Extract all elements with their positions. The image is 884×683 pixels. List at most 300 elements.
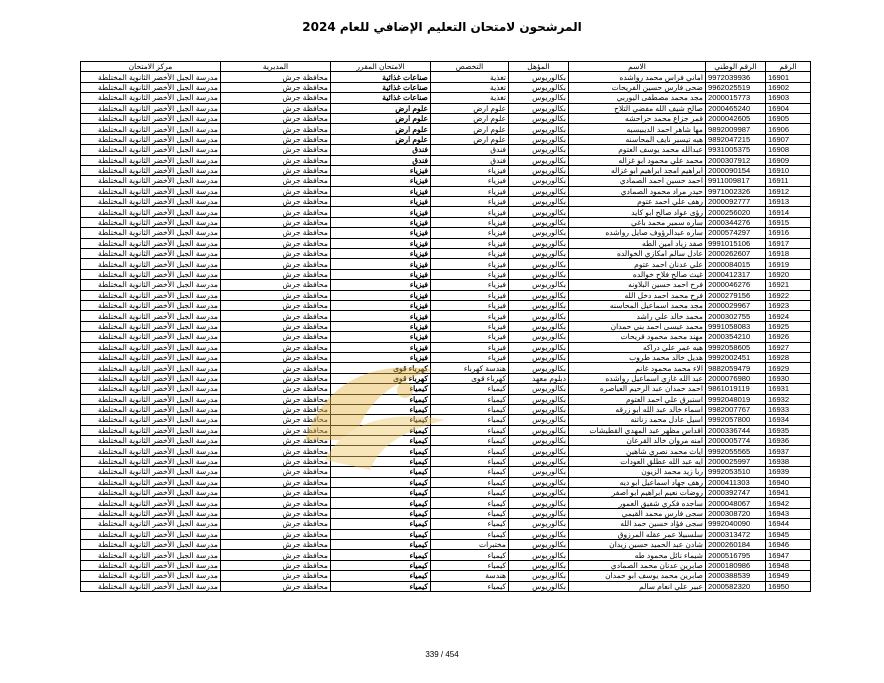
table-row bbox=[81, 467, 811, 477]
national-id-cell: 9882059479 bbox=[706, 363, 766, 373]
national-id-cell: 2000465240 bbox=[706, 103, 766, 113]
exam-center-cell: مدرسة الجبل الأخضر الثانوية المختلطة bbox=[81, 259, 221, 269]
national-id-cell: 2000084015 bbox=[706, 259, 766, 269]
name-cell: اسيل عادل محمد زناتنه bbox=[569, 415, 706, 425]
exam-center-cell: مدرسة الجبل الأخضر الثانوية المختلطة bbox=[81, 186, 221, 196]
name-cell: رهف جهاد اسماعيل ابو ديه bbox=[569, 477, 706, 487]
directorate-cell: محافظة جرش bbox=[221, 415, 331, 425]
qualification-cell: بكالوريوس bbox=[509, 446, 569, 456]
serial-cell: 16946 bbox=[766, 539, 811, 549]
serial-cell: 16936 bbox=[766, 436, 811, 446]
header-exam: الامتحان المقرر bbox=[331, 62, 431, 72]
major-cell: كيمياء bbox=[431, 425, 509, 435]
major-cell: هندسة كهرباء bbox=[431, 363, 509, 373]
major-cell: فيزياء bbox=[431, 197, 509, 207]
major-cell: كيمياء bbox=[431, 467, 509, 477]
serial-cell: 16924 bbox=[766, 311, 811, 321]
table-row bbox=[81, 373, 811, 383]
serial-cell: 16918 bbox=[766, 249, 811, 259]
name-cell: سلسبيلا عمر عقله المرزوق bbox=[569, 529, 706, 539]
exam-cell: علوم ارض bbox=[331, 113, 431, 123]
header-serial: الرقم bbox=[766, 62, 811, 72]
table-row bbox=[81, 269, 811, 279]
serial-cell: 16912 bbox=[766, 186, 811, 196]
serial-cell: 16949 bbox=[766, 571, 811, 581]
exam-cell: فيزياء bbox=[331, 259, 431, 269]
name-cell: محمد علي محمود ابو غزاله bbox=[569, 155, 706, 165]
table-row bbox=[81, 571, 811, 581]
table-row bbox=[81, 539, 811, 549]
exam-center-cell: مدرسة الجبل الأخضر الثانوية المختلطة bbox=[81, 238, 221, 248]
major-cell: كيمياء bbox=[431, 456, 509, 466]
major-cell: كيمياء bbox=[431, 550, 509, 560]
exam-center-cell: مدرسة الجبل الأخضر الثانوية المختلطة bbox=[81, 155, 221, 165]
major-cell: كيمياء bbox=[431, 508, 509, 518]
table-row bbox=[81, 550, 811, 560]
exam-center-cell: مدرسة الجبل الأخضر الثانوية المختلطة bbox=[81, 415, 221, 425]
directorate-cell: محافظة جرش bbox=[221, 321, 331, 331]
major-cell: كيمياء bbox=[431, 415, 509, 425]
directorate-cell: محافظة جرش bbox=[221, 165, 331, 175]
directorate-cell: محافظة جرش bbox=[221, 352, 331, 362]
name-cell: شادن عبد الحميد حسين زيدان bbox=[569, 539, 706, 549]
exam-center-cell: مدرسة الجبل الأخضر الثانوية المختلطة bbox=[81, 446, 221, 456]
serial-cell: 16909 bbox=[766, 155, 811, 165]
qualification-cell: بكالوريوس bbox=[509, 124, 569, 134]
exam-cell: فيزياء bbox=[331, 249, 431, 259]
major-cell: فندق bbox=[431, 155, 509, 165]
qualification-cell: بكالوريوس bbox=[509, 311, 569, 321]
name-cell: ساره سمير محمد باغي bbox=[569, 217, 706, 227]
qualification-cell: بكالوريوس bbox=[509, 176, 569, 186]
exam-center-cell: مدرسة الجبل الأخضر الثانوية المختلطة bbox=[81, 352, 221, 362]
directorate-cell: محافظة جرش bbox=[221, 581, 331, 591]
major-cell: فيزياء bbox=[431, 259, 509, 269]
serial-cell: 16948 bbox=[766, 560, 811, 570]
exam-cell: كيمياء bbox=[331, 394, 431, 404]
name-cell: صفد زياد امين الطه bbox=[569, 238, 706, 248]
national-id-cell: 2000582320 bbox=[706, 581, 766, 591]
header-name: الاسم bbox=[569, 62, 706, 72]
exam-cell: علوم ارض bbox=[331, 134, 431, 144]
exam-center-cell: مدرسة الجبل الأخضر الثانوية المختلطة bbox=[81, 249, 221, 259]
table-row bbox=[81, 321, 811, 331]
national-id-cell: 9992057800 bbox=[706, 415, 766, 425]
exam-center-cell: مدرسة الجبل الأخضر الثانوية المختلطة bbox=[81, 571, 221, 581]
directorate-cell: محافظة جرش bbox=[221, 508, 331, 518]
name-cell: شيماء نائل محمود طه bbox=[569, 550, 706, 560]
exam-cell: فيزياء bbox=[331, 228, 431, 238]
exam-cell: فيزياء bbox=[331, 280, 431, 290]
table-row bbox=[81, 436, 811, 446]
national-id-cell: 2000262607 bbox=[706, 249, 766, 259]
directorate-cell: محافظة جرش bbox=[221, 560, 331, 570]
qualification-cell: بكالوريوس bbox=[509, 477, 569, 487]
qualification-cell: بكالوريوس bbox=[509, 113, 569, 123]
exam-cell: فندق bbox=[331, 145, 431, 155]
table-row bbox=[81, 456, 811, 466]
table-row bbox=[81, 249, 811, 259]
major-cell: كيمياء bbox=[431, 404, 509, 414]
serial-cell: 16939 bbox=[766, 467, 811, 477]
serial-cell: 16935 bbox=[766, 425, 811, 435]
name-cell: ابراهيم امجد ابراهيم ابو غزاله bbox=[569, 165, 706, 175]
exam-cell: فيزياء bbox=[331, 207, 431, 217]
name-cell: عبدالله محمد يوسف العتوم bbox=[569, 145, 706, 155]
exam-center-cell: مدرسة الجبل الأخضر الثانوية المختلطة bbox=[81, 404, 221, 414]
directorate-cell: محافظة جرش bbox=[221, 342, 331, 352]
major-cell: فيزياء bbox=[431, 165, 509, 175]
qualification-cell: بكالوريوس bbox=[509, 363, 569, 373]
national-id-cell: 2000092777 bbox=[706, 197, 766, 207]
serial-cell: 16945 bbox=[766, 529, 811, 539]
national-id-cell: 2000354210 bbox=[706, 332, 766, 342]
serial-cell: 16916 bbox=[766, 228, 811, 238]
table-row bbox=[81, 477, 811, 487]
exam-cell: كهرباء قوى bbox=[331, 363, 431, 373]
directorate-cell: محافظة جرش bbox=[221, 217, 331, 227]
exam-cell: فيزياء bbox=[331, 342, 431, 352]
directorate-cell: محافظة جرش bbox=[221, 529, 331, 539]
major-cell: فيزياء bbox=[431, 228, 509, 238]
name-cell: هبه تيسير نايف المحاسنه bbox=[569, 134, 706, 144]
qualification-cell: بكالوريوس bbox=[509, 508, 569, 518]
name-cell: استبرق علي احمد العتوم bbox=[569, 394, 706, 404]
directorate-cell: محافظة جرش bbox=[221, 269, 331, 279]
qualification-cell: بكالوريوس bbox=[509, 300, 569, 310]
serial-cell: 16920 bbox=[766, 269, 811, 279]
national-id-cell: 2000076980 bbox=[706, 373, 766, 383]
table-row bbox=[81, 529, 811, 539]
exam-center-cell: مدرسة الجبل الأخضر الثانوية المختلطة bbox=[81, 498, 221, 508]
serial-cell: 16930 bbox=[766, 373, 811, 383]
major-cell: تغذية bbox=[431, 82, 509, 92]
major-cell: فندق bbox=[431, 145, 509, 155]
directorate-cell: محافظة جرش bbox=[221, 207, 331, 217]
serial-cell: 16938 bbox=[766, 456, 811, 466]
qualification-cell: دبلوم معهد bbox=[509, 373, 569, 383]
exam-cell: كيمياء bbox=[331, 539, 431, 549]
table-row bbox=[81, 498, 811, 508]
page-title: المرشحون لامتحان التعليم الإضافي للعام 2024 bbox=[302, 20, 582, 34]
exam-center-cell: مدرسة الجبل الأخضر الثانوية المختلطة bbox=[81, 332, 221, 342]
national-id-cell: 2000344276 bbox=[706, 217, 766, 227]
exam-cell: كيمياء bbox=[331, 467, 431, 477]
major-cell: كيمياء bbox=[431, 581, 509, 591]
name-cell: سجى فارس محمد القيمي bbox=[569, 508, 706, 518]
national-id-cell: 9992058605 bbox=[706, 342, 766, 352]
national-id-cell: 2000090154 bbox=[706, 165, 766, 175]
directorate-cell: محافظة جرش bbox=[221, 467, 331, 477]
exam-center-cell: مدرسة الجبل الأخضر الثانوية المختلطة bbox=[81, 363, 221, 373]
name-cell: مجد محمد مصطفى اليوربي bbox=[569, 93, 706, 103]
header-major: التخصص bbox=[431, 62, 509, 72]
directorate-cell: محافظة جرش bbox=[221, 113, 331, 123]
name-cell: صابرين عدنان محمد الصمادي bbox=[569, 560, 706, 570]
table-body bbox=[81, 72, 811, 592]
exam-center-cell: مدرسة الجبل الأخضر الثانوية المختلطة bbox=[81, 581, 221, 591]
national-id-cell: 2000412317 bbox=[706, 269, 766, 279]
qualification-cell: بكالوريوس bbox=[509, 425, 569, 435]
table-row bbox=[81, 415, 811, 425]
name-cell: هبه عمر علي دراكه bbox=[569, 342, 706, 352]
exam-center-cell: مدرسة الجبل الأخضر الثانوية المختلطة bbox=[81, 488, 221, 498]
exam-cell: صناعات غذائية bbox=[331, 82, 431, 92]
qualification-cell: بكالوريوس bbox=[509, 249, 569, 259]
directorate-cell: محافظة جرش bbox=[221, 82, 331, 92]
directorate-cell: محافظة جرش bbox=[221, 456, 331, 466]
table-row bbox=[81, 342, 811, 352]
name-cell: عادل سالم امكازي الخوالده bbox=[569, 249, 706, 259]
exam-cell: كيمياء bbox=[331, 446, 431, 456]
exam-center-cell: مدرسة الجبل الأخضر الثانوية المختلطة bbox=[81, 477, 221, 487]
qualification-cell: بكالوريوس bbox=[509, 197, 569, 207]
major-cell: فيزياء bbox=[431, 321, 509, 331]
directorate-cell: محافظة جرش bbox=[221, 124, 331, 134]
serial-cell: 16908 bbox=[766, 145, 811, 155]
national-id-cell: 2000308720 bbox=[706, 508, 766, 518]
directorate-cell: محافظة جرش bbox=[221, 228, 331, 238]
table-row bbox=[81, 560, 811, 570]
table-row bbox=[81, 259, 811, 269]
directorate-cell: محافظة جرش bbox=[221, 238, 331, 248]
table-header-row bbox=[81, 62, 811, 72]
directorate-cell: محافظة جرش bbox=[221, 477, 331, 487]
qualification-cell: بكالوريوس bbox=[509, 467, 569, 477]
qualification-cell: بكالوريوس bbox=[509, 165, 569, 175]
major-cell: كيمياء bbox=[431, 519, 509, 529]
exam-cell: كيمياء bbox=[331, 456, 431, 466]
national-id-cell: 9931005375 bbox=[706, 145, 766, 155]
major-cell: فيزياء bbox=[431, 176, 509, 186]
qualification-cell: بكالوريوس bbox=[509, 352, 569, 362]
qualification-cell: بكالوريوس bbox=[509, 217, 569, 227]
serial-cell: 16950 bbox=[766, 581, 811, 591]
serial-cell: 16937 bbox=[766, 446, 811, 456]
qualification-cell: بكالوريوس bbox=[509, 228, 569, 238]
exam-cell: فيزياء bbox=[331, 165, 431, 175]
national-id-cell: 9971002326 bbox=[706, 186, 766, 196]
name-cell: ساجده فكري شفيق العمور bbox=[569, 498, 706, 508]
serial-cell: 16933 bbox=[766, 404, 811, 414]
directorate-cell: محافظة جرش bbox=[221, 498, 331, 508]
exam-cell: كهرباء قوى bbox=[331, 373, 431, 383]
directorate-cell: محافظة جرش bbox=[221, 425, 331, 435]
serial-cell: 16928 bbox=[766, 352, 811, 362]
major-cell: فيزياء bbox=[431, 332, 509, 342]
directorate-cell: محافظة جرش bbox=[221, 290, 331, 300]
exam-center-cell: مدرسة الجبل الأخضر الثانوية المختلطة bbox=[81, 93, 221, 103]
national-id-cell: 2000307912 bbox=[706, 155, 766, 165]
major-cell: كيمياء bbox=[431, 436, 509, 446]
national-id-cell: 9962025519 bbox=[706, 82, 766, 92]
qualification-cell: بكالوريوس bbox=[509, 488, 569, 498]
name-cell: ايه عبد الله عطلق العودات bbox=[569, 456, 706, 466]
qualification-cell: بكالوريوس bbox=[509, 93, 569, 103]
directorate-cell: محافظة جرش bbox=[221, 155, 331, 165]
table-row bbox=[81, 384, 811, 394]
directorate-cell: محافظة جرش bbox=[221, 363, 331, 373]
table-row bbox=[81, 488, 811, 498]
serial-cell: 16901 bbox=[766, 72, 811, 82]
name-cell: ضحى فارس حسين الفريحات bbox=[569, 82, 706, 92]
major-cell: علوم ارض bbox=[431, 103, 509, 113]
exam-center-cell: مدرسة الجبل الأخضر الثانوية المختلطة bbox=[81, 197, 221, 207]
name-cell: محمد خالد علي راشد bbox=[569, 311, 706, 321]
exam-cell: فيزياء bbox=[331, 300, 431, 310]
serial-cell: 16911 bbox=[766, 176, 811, 186]
serial-cell: 16910 bbox=[766, 165, 811, 175]
directorate-cell: محافظة جرش bbox=[221, 145, 331, 155]
qualification-cell: بكالوريوس bbox=[509, 415, 569, 425]
name-cell: ساره عبدالرؤوف صايل رواشده bbox=[569, 228, 706, 238]
national-id-cell: 2000392747 bbox=[706, 488, 766, 498]
exam-cell: فيزياء bbox=[331, 269, 431, 279]
directorate-cell: محافظة جرش bbox=[221, 259, 331, 269]
header-national-id: الرقم الوطني bbox=[706, 62, 766, 72]
name-cell: مها شاهر احمد الديبيسيه bbox=[569, 124, 706, 134]
national-id-cell: 2000046276 bbox=[706, 280, 766, 290]
major-cell: فيزياء bbox=[431, 249, 509, 259]
serial-cell: 16914 bbox=[766, 207, 811, 217]
exam-center-cell: مدرسة الجبل الأخضر الثانوية المختلطة bbox=[81, 228, 221, 238]
table-row bbox=[81, 82, 811, 92]
qualification-cell: بكالوريوس bbox=[509, 207, 569, 217]
qualification-cell: بكالوريوس bbox=[509, 72, 569, 82]
qualification-cell: بكالوريوس bbox=[509, 529, 569, 539]
major-cell: فيزياء bbox=[431, 186, 509, 196]
major-cell: فيزياء bbox=[431, 269, 509, 279]
national-id-cell: 9992048019 bbox=[706, 394, 766, 404]
exam-cell: فيزياء bbox=[331, 176, 431, 186]
qualification-cell: بكالوريوس bbox=[509, 332, 569, 342]
directorate-cell: محافظة جرش bbox=[221, 446, 331, 456]
qualification-cell: بكالوريوس bbox=[509, 456, 569, 466]
serial-cell: 16913 bbox=[766, 197, 811, 207]
table-row bbox=[81, 124, 811, 134]
exam-cell: فيزياء bbox=[331, 290, 431, 300]
exam-center-cell: مدرسة الجبل الأخضر الثانوية المختلطة bbox=[81, 103, 221, 113]
national-id-cell: 2000048067 bbox=[706, 498, 766, 508]
table-row bbox=[81, 207, 811, 217]
directorate-cell: محافظة جرش bbox=[221, 332, 331, 342]
exam-cell: فيزياء bbox=[331, 311, 431, 321]
exam-center-cell: مدرسة الجبل الأخضر الثانوية المختلطة bbox=[81, 456, 221, 466]
directorate-cell: محافظة جرش bbox=[221, 300, 331, 310]
major-cell: تغذية bbox=[431, 93, 509, 103]
table-row bbox=[81, 394, 811, 404]
major-cell: فيزياء bbox=[431, 238, 509, 248]
table-row bbox=[81, 145, 811, 155]
exam-cell: فيزياء bbox=[331, 217, 431, 227]
exam-center-cell: مدرسة الجبل الأخضر الثانوية المختلطة bbox=[81, 529, 221, 539]
table-row bbox=[81, 176, 811, 186]
name-cell: احمد حمدان عبد الرحيم العياصره bbox=[569, 384, 706, 394]
national-id-cell: 2000279156 bbox=[706, 290, 766, 300]
exam-cell: كيمياء bbox=[331, 384, 431, 394]
national-id-cell: 9992055565 bbox=[706, 446, 766, 456]
exam-center-cell: مدرسة الجبل الأخضر الثانوية المختلطة bbox=[81, 394, 221, 404]
exam-center-cell: مدرسة الجبل الأخضر الثانوية المختلطة bbox=[81, 280, 221, 290]
exam-center-cell: مدرسة الجبل الأخضر الثانوية المختلطة bbox=[81, 321, 221, 331]
table-row bbox=[81, 425, 811, 435]
directorate-cell: محافظة جرش bbox=[221, 394, 331, 404]
name-cell: ربا زيد محمد الزيون bbox=[569, 467, 706, 477]
national-id-cell: 9972039936 bbox=[706, 72, 766, 82]
directorate-cell: محافظة جرش bbox=[221, 373, 331, 383]
directorate-cell: محافظة جرش bbox=[221, 249, 331, 259]
header-directorate: المديرية bbox=[221, 62, 331, 72]
qualification-cell: بكالوريوس bbox=[509, 269, 569, 279]
exam-cell: كيمياء bbox=[331, 498, 431, 508]
table-row bbox=[81, 165, 811, 175]
serial-cell: 16947 bbox=[766, 550, 811, 560]
major-cell: فيزياء bbox=[431, 311, 509, 321]
exam-center-cell: مدرسة الجبل الأخضر الثانوية المختلطة bbox=[81, 519, 221, 529]
table-row bbox=[81, 155, 811, 165]
major-cell: كيمياء bbox=[431, 394, 509, 404]
major-cell: كيمياء bbox=[431, 498, 509, 508]
exam-center-cell: مدرسة الجبل الأخضر الثانوية المختلطة bbox=[81, 72, 221, 82]
table-row bbox=[81, 581, 811, 591]
name-cell: غيث صالح فلاح خوالده bbox=[569, 269, 706, 279]
national-id-cell: 2000302755 bbox=[706, 311, 766, 321]
national-id-cell: 9911009817 bbox=[706, 176, 766, 186]
major-cell: كيمياء bbox=[431, 560, 509, 570]
national-id-cell: 2000336744 bbox=[706, 425, 766, 435]
serial-cell: 16904 bbox=[766, 103, 811, 113]
name-cell: احمد حسين احمد الصمادي bbox=[569, 176, 706, 186]
table-row bbox=[81, 113, 811, 123]
serial-cell: 16943 bbox=[766, 508, 811, 518]
exam-center-cell: مدرسة الجبل الأخضر الثانوية المختلطة bbox=[81, 467, 221, 477]
major-cell: كيمياء bbox=[431, 477, 509, 487]
exam-cell: فيزياء bbox=[331, 321, 431, 331]
name-cell: مهند محمد محمود قريحات bbox=[569, 332, 706, 342]
table-row bbox=[81, 186, 811, 196]
directorate-cell: محافظة جرش bbox=[221, 436, 331, 446]
exam-cell: كيمياء bbox=[331, 529, 431, 539]
national-id-cell: 2000015773 bbox=[706, 93, 766, 103]
directorate-cell: محافظة جرش bbox=[221, 197, 331, 207]
table-row bbox=[81, 134, 811, 144]
table-row bbox=[81, 446, 811, 456]
qualification-cell: بكالوريوس bbox=[509, 259, 569, 269]
exam-center-cell: مدرسة الجبل الأخضر الثانوية المختلطة bbox=[81, 311, 221, 321]
name-cell: الاء محمد محمود غانم bbox=[569, 363, 706, 373]
name-cell: صالح شيف الله مفضي التلاح bbox=[569, 103, 706, 113]
serial-cell: 16932 bbox=[766, 394, 811, 404]
qualification-cell: بكالوريوس bbox=[509, 550, 569, 560]
qualification-cell: بكالوريوس bbox=[509, 280, 569, 290]
qualification-cell: بكالوريوس bbox=[509, 186, 569, 196]
exam-cell: كيمياء bbox=[331, 404, 431, 414]
name-cell: محمد عيسى احمد بني حمدان bbox=[569, 321, 706, 331]
exam-cell: كيمياء bbox=[331, 571, 431, 581]
name-cell: عبير علي انعام سالم bbox=[569, 581, 706, 591]
exam-cell: كيمياء bbox=[331, 415, 431, 425]
exam-cell: كيمياء bbox=[331, 581, 431, 591]
directorate-cell: محافظة جرش bbox=[221, 93, 331, 103]
national-id-cell: 9992040090 bbox=[706, 519, 766, 529]
qualification-cell: بكالوريوس bbox=[509, 394, 569, 404]
national-id-cell: 2000574297 bbox=[706, 228, 766, 238]
national-id-cell: 2000260184 bbox=[706, 539, 766, 549]
serial-cell: 16931 bbox=[766, 384, 811, 394]
serial-cell: 16944 bbox=[766, 519, 811, 529]
table-row bbox=[81, 290, 811, 300]
exam-center-cell: مدرسة الجبل الأخضر الثانوية المختلطة bbox=[81, 134, 221, 144]
